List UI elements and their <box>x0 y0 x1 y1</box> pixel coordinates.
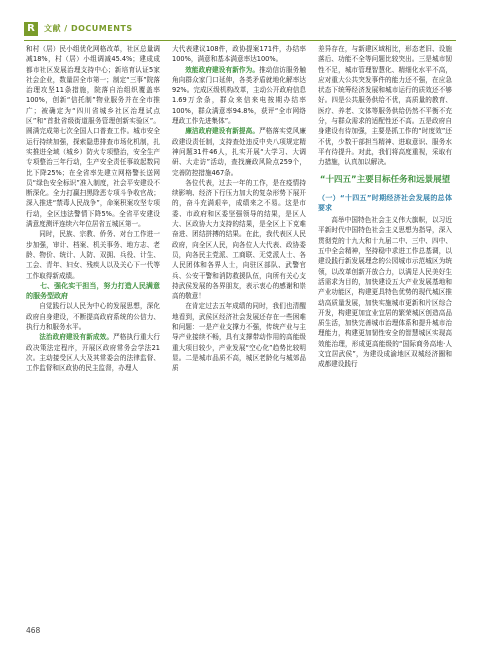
page-number: 468 <box>26 626 41 635</box>
paragraph-body: 严格执行重大行政决策法定程序，开展区政府常务会学法21次。主动接受区人大及其常委会的法律监督、工作监督和区政协的民主监督，办理人 <box>26 333 160 373</box>
section-heading: 七、强化实干担当，努力打造人民满意的服务型政府 <box>26 281 160 301</box>
paragraph <box>26 332 160 373</box>
paragraph: 高举中国特色社会主义伟大旗帜，以习近平新时代中国特色社会主义思想为指导，深入贯彻党的十九大和十九届二中、三中、四中、五中全会精神，坚持稳中求进工作总基调，以建设践行新发展理念的公园城市示范城区为统领，以改革创新开放合力，以满足人民美好生活需求为目的，加快建设五大产业发展基地和产业功能区，构建更具特色优势的现代城区推动高质量发展，加快实施城市更新和片区综合开发，构建更加宜业宜居的繁荣城区创造高品质生活，加快完善城市治理体系和提升城市治理能力，构建更加韧性安全的智慧城区实现高效能治理，形成更高能级的“国际商务高地·人文宜居武侯”，为建设成渝地区双城经济圈和成都建设践行 <box>318 216 452 369</box>
paragraph <box>172 65 306 127</box>
header-divider <box>24 40 456 41</box>
journal-logo-icon: R <box>24 22 38 36</box>
header-title: 文献 / DOCUMENTS <box>44 24 133 33</box>
text-column-3 <box>318 44 452 370</box>
text-column-2 <box>172 44 306 374</box>
paragraph-lead: 法治政府建设有新成效。 <box>39 333 114 342</box>
section-heading: “十四五”主要目标任务和远景展望 <box>319 174 451 185</box>
text-column-1 <box>26 44 160 374</box>
paragraph-lead: 效能政府建设有新作为。 <box>185 65 260 74</box>
paragraph: 差异存在，与新建区域相比，形态老旧、设施落后、功能不全等问题比较突出。三是城市韧性不足，城市管理智慧化、精细化水平不高，应对重大公共突发事件的能力还不强，在应急状态下统筹经济发展和城市运行的质效还不够好。四是公共服务供给不优，高质量的教育、医疗、养老、文体等服务供给仍然不平衡不充分，与群众需求的适配性还不高。五是政府自身建设有待加强，主要是抓工作的“时度效”还不优，少数干部担当精神、进取意识、服务水平有待提升。对此，我们将高度重视，采取有力措施，认真加以解决。 <box>318 45 452 167</box>
paragraph: 和村（居）民小组优化网格改革，社区总量调减18%，村（居）小组调减45.4%；建成成都市社区发展治理支持中心；新培育认证5家社会企业，数量居全市第一；制定“三事”院落治理攻坚11条措施，院落自治组织覆盖率100%，创新“信托制”物业服务并在全市推广；被确定为“四川省城乡社区治理试点区”和“首批省级街道服务管理创新实验区”。圆满完成第七次全国人口普查工作。城市安全运行持续加强，探索隐患排查市场化机制，扎实推进全域（城乡）防火专项整治，安全生产专项整治三年行动，生产安全责任事故起数同比下降25%；在全省率先建立网格警长送网员“绿色安全标识”准入制度，社会平安建设不断深化。全力打赢扫黑除恶专项斗争收官战；深入推进“禁毒人民战争”，命案积案攻坚专项行动，全区违法警情下降5%。全省平安建设满意度测评连续六年位居省五城区第一。 <box>26 45 160 229</box>
paragraph: 大代表建议108件，政协提案171件，办结率100%，满意和基本满意率达100%。 <box>172 45 306 64</box>
paragraph: 同时，民族、宗教、侨务、对台工作进一步加强，审计、档案、机关事务、地方志、老龄、物价、统计、人防、双拥、兵役、计生、工会、青年、妇女、残疾人以及关心下一代等工作取得新成绩。 <box>26 230 160 280</box>
page-header <box>24 20 456 40</box>
subsection-heading: （一）“十四五”时期经济社会发展的总体要求 <box>318 193 452 212</box>
paragraph-body: 严格落实党风廉政建设责任制，支持查处违反中央八项规定精神问题31件46人，扎实开展“大学习、大调研、大走访”活动，查找廉政风险点259个，完善防控措施467条。 <box>172 127 306 177</box>
paragraph-lead: 廉洁政府建设有新提高。 <box>185 127 260 136</box>
paragraph-body: 推动信访服务触角向群众家门口延伸，各类矛盾就地化解率达92%。完成区级机构改革，主动公开政府信息1.69万余条，群众来信来电按期办结率100%，群众满意率94.8%，获评“全市网络理政工作先进集体”。 <box>172 65 306 126</box>
paragraph: 自觉践行以人民为中心的发展思想，深化政府自身建设，不断提高政府系统的公信力、执行力和服务水平。 <box>26 302 160 332</box>
paragraph <box>172 126 306 177</box>
paragraph: 在肯定过去五年成绩的同时，我们也清醒地看到，武侯区经济社会发展还存在一些困难和问题：一是产业支撑力不强，传统产业与主导产业接续不畅，具有支撑带动作用的高能级重大项目较少，产业发展“空心化”趋势比较明显。二是城市品质不高，城区老龄化与城郊品质 <box>172 302 306 373</box>
paragraph: 各位代表，过去一年的工作，是在疫情持续影响、经济下行压力加大的复杂形势下展开的，奋斗充满艰辛，成绩来之不易。这是市委、市政府和区委坚强领导的结果，是区人大、区政协大力支持的结果，是全区上下克难奋进、团结拼搏的结果。在此，我代表区人民政府，向全区人民，向各位人大代表、政协委员，向各民主党派、工商联、无党派人士、各人民团体和各界人士，向驻区部队、武警官兵、公安干警和消防救援队伍，向所有关心支持武侯发展的各界朋友，表示衷心的感谢和崇高的敬意！ <box>172 178 306 301</box>
